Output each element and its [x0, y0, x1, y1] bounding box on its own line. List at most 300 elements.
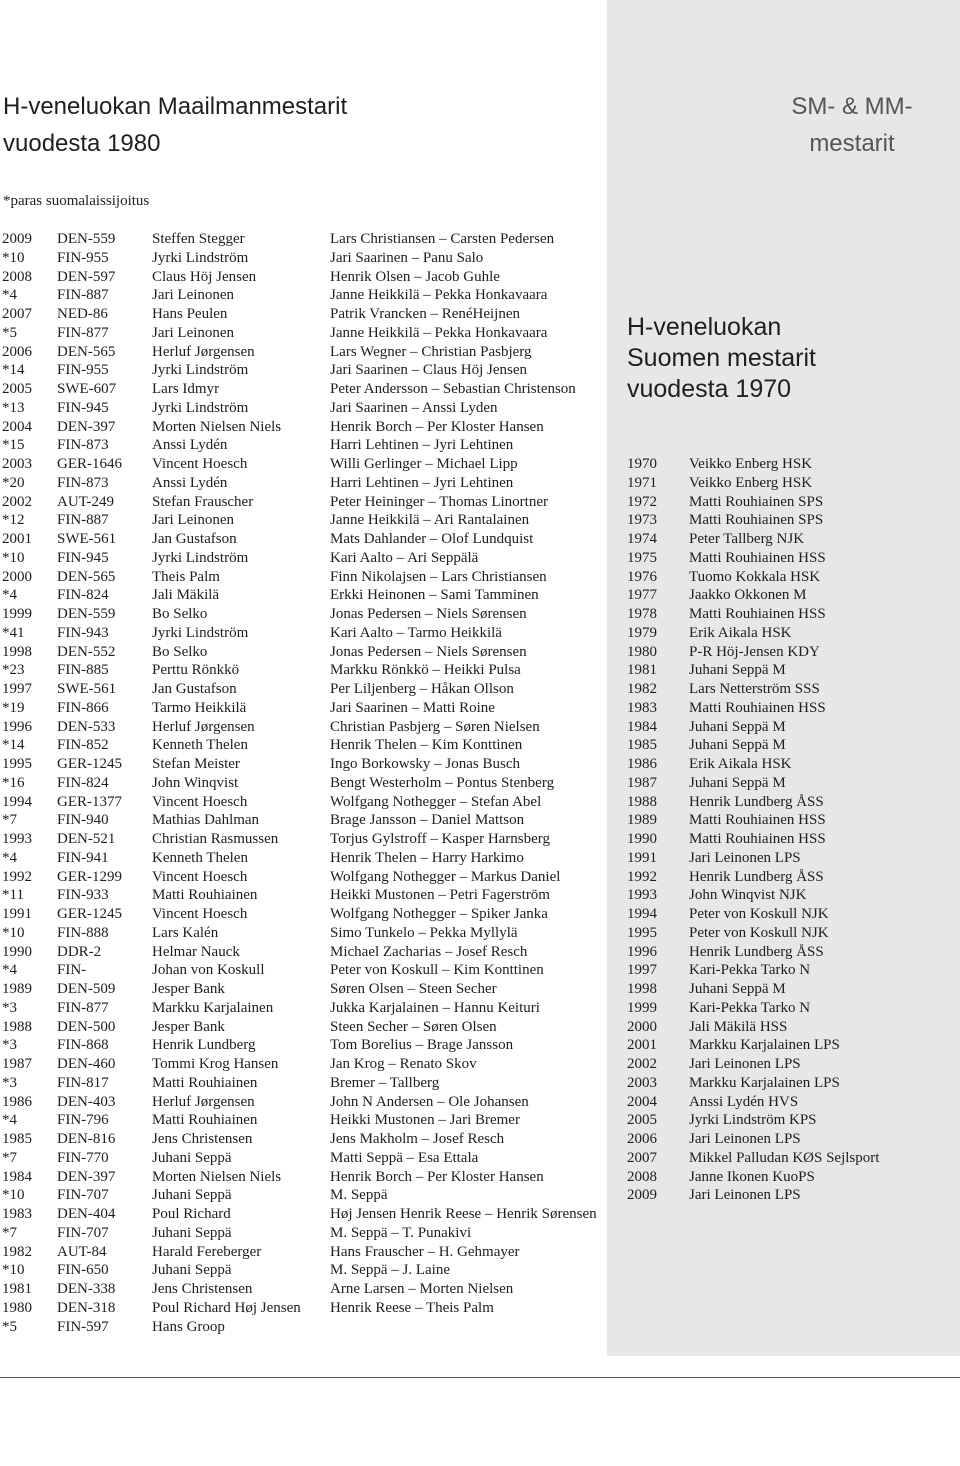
result-year: 1981 [2, 1281, 32, 1297]
result-boat: SWE-607 [57, 381, 117, 397]
result-helmsman: Jyrki Lindström [152, 249, 249, 266]
champion-row [627, 961, 957, 980]
champion-year: 1979 [627, 624, 657, 641]
champion-year: 1973 [627, 512, 657, 529]
result-year: *4 [2, 587, 17, 604]
result-boat: GER-1377 [57, 793, 122, 810]
result-crew: Michael Zacharias – Josef Resch [330, 943, 528, 960]
result-helmsman: Poul Richard Høj Jensen [152, 1299, 301, 1316]
result-crew: Lars Wegner – Christian Pasbjerg [330, 343, 532, 360]
result-boat: FIN-873 [57, 437, 109, 454]
champion-year: 1982 [627, 681, 657, 697]
result-crew: Bengt Westerholm – Pontus Stenberg [330, 774, 555, 791]
result-row [2, 1149, 602, 1168]
champion-name: Matti Rouhiainen HSS [689, 812, 826, 829]
result-crew: Ingo Borkowsky – Jonas Busch [330, 756, 520, 772]
champion-year: 1988 [627, 793, 657, 810]
result-boat: FIN-941 [57, 849, 109, 866]
result-helmsman: Lars Kalén [152, 924, 219, 941]
champion-name: Jari Leinonen LPS [689, 1056, 801, 1072]
result-crew: Heikki Mustonen – Petri Fagerström [330, 887, 550, 904]
champion-row [627, 1149, 957, 1168]
champion-row [627, 999, 957, 1018]
result-crew: Jens Makholm – Josef Resch [330, 1131, 505, 1147]
result-helmsman: Tommi Krog Hansen [152, 1056, 279, 1072]
champion-row [627, 1186, 957, 1205]
result-year: 1990 [2, 943, 32, 960]
result-boat: DDR-2 [57, 943, 102, 960]
result-helmsman: Jesper Bank [152, 1018, 225, 1035]
result-year: 1994 [2, 793, 32, 810]
champion-name: Mikkel Palludan KØS Sejlsport [689, 1149, 880, 1166]
champion-year: 1976 [627, 568, 657, 585]
result-crew: Peter Andersson – Sebastian Christenson [330, 381, 576, 397]
champion-year: 1977 [627, 587, 657, 604]
result-year: 2005 [2, 381, 32, 397]
result-row [2, 1318, 602, 1337]
result-row [2, 549, 602, 568]
result-row [2, 511, 602, 530]
result-boat: FIN-650 [57, 1262, 109, 1279]
champion-name: Veikko Enberg HSK [689, 474, 813, 491]
result-year: 2004 [2, 418, 32, 435]
result-row [2, 1186, 602, 1205]
result-crew: Hans Frauscher – H. Gehmayer [330, 1243, 520, 1260]
champion-name: Lars Netterström SSS [689, 681, 820, 697]
champion-row [627, 1130, 957, 1149]
result-row [2, 774, 602, 793]
result-row [2, 1224, 602, 1243]
result-helmsman: Claus Höj Jensen [152, 268, 257, 285]
result-boat: AUT-84 [57, 1243, 107, 1260]
result-crew: M. Seppä – T. Punakivi [330, 1224, 472, 1241]
champion-row [627, 849, 957, 868]
result-year: *3 [2, 1037, 17, 1054]
result-boat: DEN-318 [57, 1299, 116, 1316]
result-crew: John N Andersen – Ole Johansen [330, 1093, 529, 1110]
result-row [2, 1243, 602, 1262]
result-row [2, 343, 602, 362]
champion-name: Peter von Koskull NJK [689, 924, 829, 941]
result-row [2, 624, 602, 643]
result-row [2, 755, 602, 774]
result-row [2, 1055, 602, 1074]
result-crew: Jan Krog – Renato Skov [330, 1056, 477, 1072]
result-boat: FIN-824 [57, 587, 109, 604]
result-row [2, 680, 602, 699]
result-row [2, 905, 602, 924]
bottom-divider [0, 1377, 960, 1378]
result-crew: Bremer – Tallberg [330, 1074, 440, 1091]
champion-year: 1999 [627, 999, 657, 1016]
champion-row [627, 905, 957, 924]
result-row [2, 568, 602, 587]
result-crew: Markku Rönkkö – Heikki Pulsa [330, 662, 521, 679]
champion-name: Jari Leinonen LPS [689, 1187, 801, 1204]
champion-year: 1991 [627, 849, 657, 866]
result-helmsman: Jari Leinonen [152, 512, 235, 529]
champion-name: P-R Höj-Jensen KDY [689, 643, 820, 660]
result-row [2, 493, 602, 512]
result-crew: Jari Saarinen – Panu Salo [330, 249, 484, 266]
result-crew: Søren Olsen – Steen Secher [330, 981, 497, 997]
result-row [2, 1205, 602, 1224]
result-crew: Henrik Thelen – Kim Konttinen [330, 737, 523, 754]
result-year: *4 [2, 849, 17, 866]
champion-year: 1980 [627, 643, 657, 660]
result-year: 1996 [2, 718, 32, 735]
champion-year: 1975 [627, 549, 657, 566]
champion-row [627, 699, 957, 718]
result-year: *16 [2, 774, 25, 791]
result-crew: Janne Heikkilä – Pekka Honkavaara [330, 287, 548, 304]
champion-name: Juhani Seppä M [689, 718, 786, 735]
result-boat: DEN-397 [57, 1168, 116, 1185]
result-row [2, 793, 602, 812]
champion-name: Matti Rouhiainen HSS [689, 699, 826, 716]
result-crew: M. Seppä – J. Laine [330, 1262, 450, 1279]
result-helmsman: Vincent Hoesch [152, 906, 248, 922]
result-helmsman: Mathias Dahlman [152, 812, 260, 829]
result-boat: SWE-561 [57, 681, 117, 697]
champion-row [627, 643, 957, 662]
result-helmsman: Herluf Jørgensen [152, 1093, 255, 1110]
result-row [2, 1111, 602, 1130]
result-year: *3 [2, 1074, 17, 1091]
result-boat: FIN-955 [57, 362, 109, 379]
result-helmsman: Jens Christensen [152, 1281, 253, 1297]
result-row [2, 661, 602, 680]
result-year: *12 [2, 512, 25, 529]
result-crew: Høj Jensen Henrik Reese – Henrik Sørensen [330, 1206, 597, 1222]
champion-name: Juhani Seppä M [689, 981, 786, 997]
result-boat: NED-86 [57, 306, 108, 322]
result-boat: FIN-933 [57, 887, 109, 904]
result-helmsman: Vincent Hoesch [152, 793, 248, 810]
champion-year: 2009 [627, 1187, 657, 1204]
result-helmsman: Juhani Seppä [152, 1262, 232, 1279]
champion-name: Jari Leinonen LPS [689, 849, 801, 866]
result-row [2, 1093, 602, 1112]
result-crew: Henrik Reese – Theis Palm [330, 1299, 494, 1316]
result-helmsman: Vincent Hoesch [152, 868, 248, 885]
champion-name: Veikko Enberg HSK [689, 456, 813, 472]
result-boat: FIN-943 [57, 624, 109, 641]
result-year: 1984 [2, 1168, 32, 1185]
result-boat: DEN-397 [57, 418, 116, 435]
champion-name: Juhani Seppä M [689, 737, 786, 754]
result-boat: FIN-817 [57, 1074, 109, 1091]
result-boat: FIN-885 [57, 662, 109, 679]
result-crew: Henrik Olsen – Jacob Guhle [330, 268, 500, 285]
result-helmsman: Herluf Jørgensen [152, 718, 255, 735]
champion-row [627, 1074, 957, 1093]
result-helmsman: Jali Mäkilä [152, 587, 220, 604]
result-helmsman: Morten Nielsen Niels [152, 418, 282, 435]
result-row [2, 530, 602, 549]
result-helmsman: Stefan Frauscher [152, 493, 254, 510]
result-year: *11 [2, 887, 24, 904]
result-boat: FIN-945 [57, 399, 109, 416]
result-boat: DEN-559 [57, 231, 116, 247]
result-boat: DEN-552 [57, 643, 116, 660]
result-year: 1993 [2, 831, 32, 847]
result-crew: M. Seppä [330, 1187, 388, 1204]
result-year: *41 [2, 624, 25, 641]
champion-year: 2002 [627, 1056, 657, 1072]
result-crew: Tom Borelius – Brage Jansson [330, 1037, 514, 1054]
champion-row [627, 1055, 957, 1074]
champion-row [627, 943, 957, 962]
result-helmsman: Christian Rasmussen [152, 831, 279, 847]
result-helmsman: Helmar Nauck [152, 943, 240, 960]
champion-name: Henrik Lundberg ÅSS [689, 943, 824, 960]
champion-row [627, 886, 957, 905]
result-crew: Jari Saarinen – Matti Roine [330, 699, 495, 716]
sidebar-panel [607, 0, 960, 1356]
result-row [2, 1299, 602, 1318]
result-crew: Jonas Pedersen – Niels Sørensen [330, 643, 527, 660]
result-year: 2001 [2, 531, 32, 547]
result-crew: Patrik Vrancken – RenéHeijnen [330, 306, 521, 322]
champion-year: 1992 [627, 868, 657, 885]
champion-row [627, 1018, 957, 1037]
champion-name: Matti Rouhiainen SPS [689, 512, 824, 529]
result-helmsman: Hans Groop [152, 1318, 225, 1335]
result-boat: FIN-877 [57, 999, 109, 1016]
result-year: *7 [2, 812, 17, 829]
finnish-champions-list [627, 455, 957, 1205]
result-helmsman: Theis Palm [152, 568, 220, 585]
champion-row [627, 830, 957, 849]
champion-row [627, 811, 957, 830]
result-year: *5 [2, 324, 17, 341]
result-row [2, 736, 602, 755]
result-helmsman: Matti Rouhiainen [152, 1112, 258, 1129]
result-row [2, 1018, 602, 1037]
champion-name: Matti Rouhiainen HSS [689, 831, 826, 847]
champion-year: 1978 [627, 606, 657, 622]
champion-name: Matti Rouhiainen SPS [689, 493, 824, 510]
champion-name: Jari Leinonen LPS [689, 1131, 801, 1147]
result-boat: DEN-816 [57, 1131, 116, 1147]
result-row [2, 886, 602, 905]
champion-year: 2005 [627, 1112, 657, 1129]
champion-name: Juhani Seppä M [689, 662, 786, 679]
result-crew: Wolfgang Nothegger – Markus Daniel [330, 868, 561, 885]
result-year: 1988 [2, 1018, 32, 1035]
result-row [2, 361, 602, 380]
result-crew: Per Liljenberg – Håkan Ollson [330, 681, 514, 697]
champion-name: John Winqvist NJK [689, 887, 807, 904]
champion-name: Tuomo Kokkala HSK [689, 568, 821, 585]
champion-year: 2006 [627, 1131, 657, 1147]
result-row [2, 249, 602, 268]
result-boat: FIN-955 [57, 249, 109, 266]
result-row [2, 286, 602, 305]
result-row [2, 868, 602, 887]
result-crew: Matti Seppä – Esa Ettala [330, 1149, 479, 1166]
result-year: *19 [2, 699, 25, 716]
result-row [2, 305, 602, 324]
champion-name: Kari-Pekka Tarko N [689, 999, 811, 1016]
result-helmsman: Jari Leinonen [152, 324, 235, 341]
result-helmsman: Kenneth Thelen [152, 737, 248, 754]
champion-row [627, 980, 957, 999]
champion-name: Kari-Pekka Tarko N [689, 962, 811, 979]
result-boat: DEN-597 [57, 268, 116, 285]
result-row [2, 455, 602, 474]
champion-name: Anssi Lydén HVS [689, 1093, 799, 1110]
champion-year: 2001 [627, 1037, 657, 1054]
result-boat: FIN-888 [57, 924, 109, 941]
result-year: *4 [2, 962, 17, 979]
result-boat: FIN-940 [57, 812, 109, 829]
champion-year: 1971 [627, 474, 657, 491]
result-row [2, 1168, 602, 1187]
result-row [2, 943, 602, 962]
result-helmsman: John Winqvist [152, 774, 239, 791]
result-row [2, 830, 602, 849]
result-crew: Henrik Borch – Per Kloster Hansen [330, 418, 544, 435]
result-crew: Willi Gerlinger – Michael Lipp [330, 456, 518, 472]
result-boat: FIN- [57, 962, 87, 979]
result-boat: AUT-249 [57, 493, 114, 510]
champion-row [627, 474, 957, 493]
result-boat: DEN-338 [57, 1281, 116, 1297]
result-crew: Erkki Heinonen – Sami Tamminen [330, 587, 539, 604]
result-boat: FIN-887 [57, 287, 109, 304]
result-helmsman: Juhani Seppä [152, 1187, 232, 1204]
result-row [2, 399, 602, 418]
champion-year: 1995 [627, 924, 657, 941]
result-row [2, 980, 602, 999]
champion-row [627, 493, 957, 512]
result-boat: DEN-565 [57, 568, 116, 585]
result-helmsman: Harald Fereberger [152, 1243, 262, 1260]
result-year: *23 [2, 662, 25, 679]
result-boat: DEN-533 [57, 718, 116, 735]
result-boat: SWE-561 [57, 531, 117, 547]
result-row [2, 1036, 602, 1055]
champion-name: Jaakko Okkonen M [689, 587, 807, 604]
result-year: 1991 [2, 906, 32, 922]
sidebar-title: H-veneluokan Suomen mestarit vuodesta 1970 [627, 313, 816, 403]
result-helmsman: Jan Gustafson [152, 531, 237, 547]
result-crew: Jukka Karjalainen – Hannu Keituri [330, 999, 540, 1016]
champion-row [627, 455, 957, 474]
champion-row [627, 680, 957, 699]
result-year: *5 [2, 1318, 17, 1335]
result-crew: Jari Saarinen – Anssi Lyden [330, 399, 498, 416]
champion-name: Peter von Koskull NJK [689, 906, 829, 922]
result-year: 2006 [2, 343, 32, 360]
champion-row [627, 718, 957, 737]
result-boat: DEN-460 [57, 1056, 116, 1072]
champion-row [627, 511, 957, 530]
result-boat: FIN-770 [57, 1149, 109, 1166]
champion-name: Henrik Lundberg ÅSS [689, 868, 824, 885]
champion-row [627, 1111, 957, 1130]
result-year: 1983 [2, 1206, 32, 1222]
champion-name: Janne Ikonen KuoPS [689, 1168, 815, 1185]
result-boat: FIN-707 [57, 1187, 109, 1204]
result-row [2, 380, 602, 399]
result-year: *7 [2, 1224, 17, 1241]
result-boat: DEN-565 [57, 343, 116, 360]
champion-row [627, 568, 957, 587]
result-year: *10 [2, 924, 25, 941]
result-year: 2002 [2, 493, 32, 510]
result-year: 1980 [2, 1299, 32, 1316]
champion-row [627, 1168, 957, 1187]
champion-name: Henrik Lundberg ÅSS [689, 793, 824, 810]
result-boat: FIN-852 [57, 737, 109, 754]
result-crew: Christian Pasbjerg – Søren Nielsen [330, 718, 540, 735]
champion-year: 1970 [627, 456, 657, 472]
result-boat: FIN-945 [57, 549, 109, 566]
result-row [2, 474, 602, 493]
result-helmsman: Jyrki Lindström [152, 399, 249, 416]
result-row [2, 924, 602, 943]
result-boat: FIN-796 [57, 1112, 109, 1129]
result-boat: GER-1245 [57, 906, 122, 922]
result-year: *15 [2, 437, 25, 454]
result-crew: Wolfgang Nothegger – Spiker Janka [330, 906, 548, 922]
champion-year: 1990 [627, 831, 657, 847]
result-year: *14 [2, 737, 25, 754]
champion-name: Jyrki Lindström KPS [689, 1112, 817, 1129]
result-crew: Brage Jansson – Daniel Mattson [330, 812, 525, 829]
result-year: 1998 [2, 643, 32, 660]
champion-row [627, 586, 957, 605]
champion-row [627, 605, 957, 624]
result-year: 1982 [2, 1243, 32, 1260]
champion-year: 1987 [627, 774, 657, 791]
result-crew: Simo Tunkelo – Pekka Myllylä [330, 924, 518, 941]
champion-row [627, 793, 957, 812]
result-boat: DEN-509 [57, 981, 116, 997]
result-boat: DEN-500 [57, 1018, 116, 1035]
result-year: 1995 [2, 756, 32, 772]
champion-year: 2003 [627, 1074, 657, 1091]
champion-year: 1998 [627, 981, 657, 997]
champion-row [627, 774, 957, 793]
result-boat: FIN-877 [57, 324, 109, 341]
result-crew: Henrik Thelen – Harry Harkimo [330, 849, 524, 866]
champion-row [627, 868, 957, 887]
result-year: *4 [2, 287, 17, 304]
champion-row [627, 1036, 957, 1055]
result-crew: Wolfgang Nothegger – Stefan Abel [330, 793, 542, 810]
result-year: *10 [2, 1187, 25, 1204]
result-crew: Kari Aalto – Tarmo Heikkilä [330, 624, 502, 641]
champion-row [627, 924, 957, 943]
result-helmsman: Matti Rouhiainen [152, 887, 258, 904]
result-boat: FIN-597 [57, 1318, 109, 1335]
champion-name: Erik Aikala HSK [689, 624, 792, 641]
result-year: *3 [2, 999, 17, 1016]
result-crew: Jonas Pedersen – Niels Sørensen [330, 606, 527, 622]
result-year: *10 [2, 1262, 25, 1279]
result-row [2, 268, 602, 287]
result-row [2, 230, 602, 249]
result-boat: GER-1299 [57, 868, 122, 885]
result-helmsman: Jyrki Lindström [152, 549, 249, 566]
result-helmsman: Bo Selko [152, 643, 208, 660]
champion-year: 1996 [627, 943, 657, 960]
page-title: H-veneluokan Maailmanmestarit vuodesta 1980 [3, 93, 348, 157]
